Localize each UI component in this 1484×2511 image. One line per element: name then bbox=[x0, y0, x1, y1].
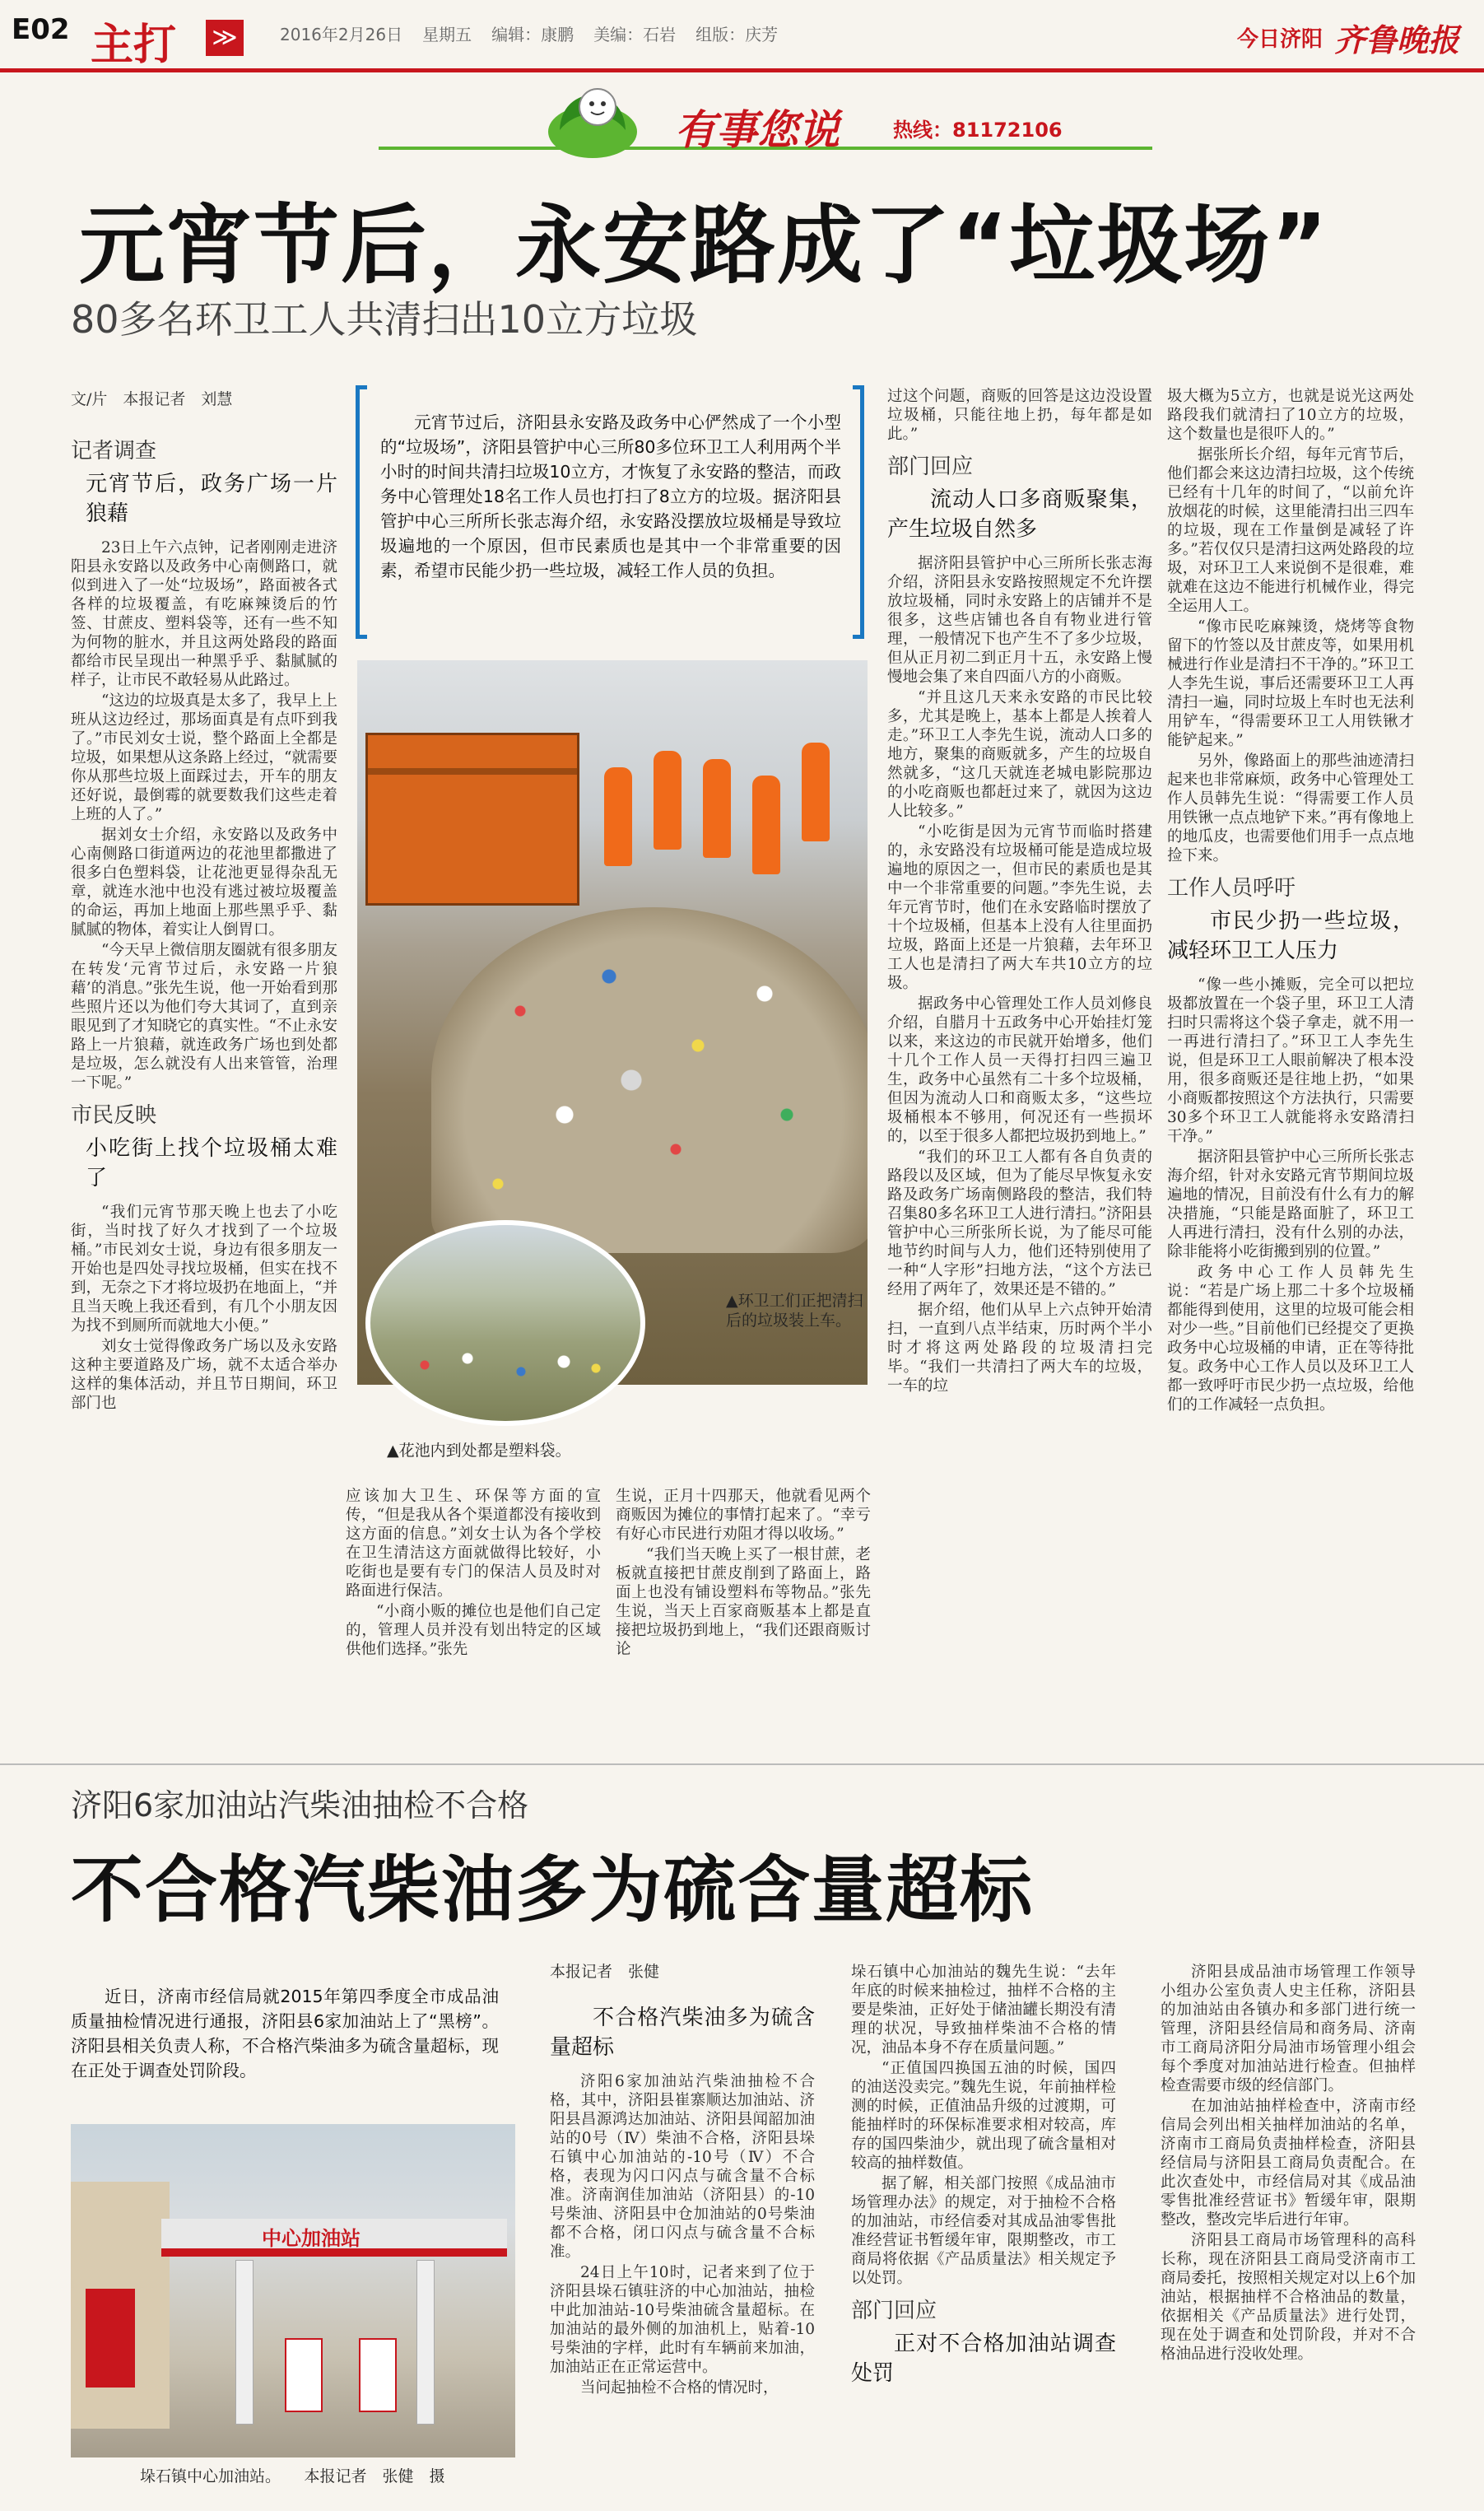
issue-date: 2016年2月26日 bbox=[280, 25, 403, 44]
paragraph: “这边的垃圾真是太多了，我早上上班从这边经过，那场面真是有点吓到我了。”市民刘女士说，整个路面上全都是垃圾，如果想从这条路上经过，“就需要你从那些垃圾上面踩过去，开车的朋友还好说，最倒霉的就要数我们这些走着上班的人了。” bbox=[71, 692, 337, 823]
article1-column-2b bbox=[616, 1487, 871, 1726]
paragraph: 另外，像路面上的那些油迹清扫起来也非常麻烦，政务中心管理处工作人员韩先生说：“得需要工作人员用铁锹一点点地铲下来。”再有像地上的地瓜皮，也需要他们用手一点点地捡下来。 bbox=[1167, 752, 1414, 864]
paragraph: 据济阳县管护中心三所所长张志海介绍，济阳县永安路按照规定不允许摆放垃圾桶，同时永安路上的店铺并不是很多，这些店铺也各自有物业进行管理，一般情况下也产生不了多少垃圾，但从正月初二到正月十五，永安路上慢慢地会集了来自四面八方的小商贩。 bbox=[887, 555, 1152, 686]
paragraph: 济阳县成品油市场管理工作领导小组办公室负责人史主任称，济阳县的加油站由各镇办和多部门进行统一管理，济阳县经信局和商务局、济南市工商局济阳分局油市场管理小组会每个季度对加油站进行检查。但抽样检查需要市级的经信部门。 bbox=[1161, 1964, 1416, 2094]
kicker-department-response-2: 部门回应 bbox=[851, 2299, 937, 2323]
paragraph: 据济阳县管护中心三所所长张志海介绍，针对永安路元宵节期间垃圾遍地的情况，目前没有什么有力的解决措施，“只能是路面脏了，环卫工人再进行清扫，没有什么别的办法，除非能将小吃街搬到别的位置。” bbox=[1167, 1148, 1414, 1260]
subtitle-sulfur: 不合格汽柴油多为硫含量超标 bbox=[550, 2006, 815, 2060]
paragraph: 过这个问题，商贩的回答是这边没设置垃圾桶，只能往地上扔，每年都是如此。” bbox=[887, 388, 1152, 443]
article1-lede: 元宵节过后，济阳县永安路及政务中心俨然成了一个小型的“垃圾场”，济阳县管护中心三所80多位环卫工人利用两个半小时的时间共清扫垃圾10立方，才恢复了永安路的整洁，而政务中心管理处18名工作人员也打扫了8立方的垃圾。据济阳县管护中心三所所长张志海介绍，永安路没摆放垃圾桶是导致垃圾遍地的一个原因，但市民素质也是其中一个非常重要的因素，希望市民能少扔一些垃圾，减轻工作人员的负担。 bbox=[380, 412, 841, 580]
paragraph: “小吃街是因为元宵节而临时搭建的，永安路没有垃圾桶可能是造成垃圾遍地的原因之一，但市民的素质也是其中一个非常重要的问题。”李先生说，去年元宵节时，他们在永安路临时摆放了十个垃圾桶，但基本上没有人往里面扔垃圾，路面上还是一片狼藉，去年环卫工人也是清扫了两大车共10立方的垃圾。 bbox=[887, 823, 1152, 992]
designer-credit: 美编：石岩 bbox=[593, 25, 677, 44]
kicker-department-response: 部门回应 bbox=[887, 454, 974, 479]
article2-lede: 近日，济南市经信局就2015年第四季度全市成品油质量抽检情况进行通报，济阳县6家加油站上了“黑榜”。济阳县相关负责人称，不合格汽柴油多为硫含量超标，现在正处于调查处罚阶段。 bbox=[71, 1987, 499, 2080]
article2-kicker: 济阳6家加油站汽柴油抽检不合格 bbox=[71, 1787, 529, 1824]
article1-headline: 元宵节后，永安路成了“垃圾场” bbox=[79, 195, 1329, 296]
paragraph: 在加油站抽样检查中，济南市经信局会列出相关抽样加油站的名单，济南市工商局负责抽样检查，济阳县经信局与济阳县工商局负责配合。在此次查处中，市经信局对其《成品油零售批准经营证书》暂缓年审，限期整改，整改完毕后进行年审。 bbox=[1161, 2098, 1416, 2229]
worker-figure bbox=[752, 776, 780, 874]
article2-column-a bbox=[550, 1963, 815, 2490]
article1-column-1 bbox=[71, 428, 337, 1721]
paragraph: “小商小贩的摊位也是他们自己定的，管理人员并没有划出特定的区域供他们选择。”张先 bbox=[346, 1603, 601, 1658]
photo-gas-station bbox=[71, 2124, 515, 2457]
article-divider bbox=[0, 1763, 1484, 1765]
article2-headline: 不合格汽柴油多为硫含量超标 bbox=[71, 1847, 1035, 1932]
kicker-citizen-feedback: 市民反映 bbox=[71, 1103, 157, 1128]
worker-figure bbox=[654, 751, 682, 850]
article2-column-c bbox=[1161, 1963, 1416, 2490]
bracket-left bbox=[356, 385, 367, 639]
fuel-pump-shape bbox=[285, 2338, 323, 2412]
subtitle-no-trash-bins: 小吃街上找个垃圾桶太难了 bbox=[86, 1136, 337, 1190]
fuel-pump-shape bbox=[359, 2338, 397, 2412]
canopy-sign-text: 中心加油站 bbox=[262, 2227, 361, 2250]
pillar-shape bbox=[235, 2260, 254, 2425]
paragraph: “我们元宵节那天晚上也去了小吃街，当时找了好久才找到了一个垃圾桶。”市民刘女士说，身边有很多朋友一开始也是四处寻找垃圾桶，但实在找不到，无奈之下才将垃圾扔在地面上，“并且当天晚上我还看到，有几个小朋友因为找不到厕所而就地大小便。” bbox=[71, 1204, 337, 1335]
worker-figure bbox=[604, 767, 632, 866]
column-title: 有事您说 bbox=[675, 106, 840, 154]
article1-byline: 文/片 本报记者 刘慧 bbox=[71, 390, 233, 408]
section-label: 主打 bbox=[91, 21, 177, 70]
phone-icon bbox=[543, 82, 642, 161]
paragraph: 23日上午六点钟，记者刚刚走进济阳县永安路以及政务中心南侧路口，就似到进入了一处“垃圾场”，路面被各式各样的垃圾覆盖，有吃麻辣烫后的竹签、甘蔗皮、塑料袋等，还有一些不知为何物的脏水，并且这两处路段的路面都给市民呈现出一种黑乎乎、黏腻腻的样子，让市民不敢轻易从此路过。 bbox=[71, 539, 337, 689]
caption-gas-station: 垛石镇中心加油站。 本报记者 张健 摄 bbox=[140, 2467, 445, 2485]
double-chevron-right-icon: ≫ bbox=[206, 20, 244, 56]
paragraph: 应该加大卫生、环保等方面的宣传，“但是我从各个渠道都没有接收到这方面的信息。”刘女士认为各个学校在卫生清洁这方面就做得比较好，小吃街也是要有专门的保洁人员及时对路面进行保洁。 bbox=[346, 1488, 601, 1600]
paragraph: “今天早上微信朋友圈就有很多朋友在转发‘元宵节过后，永安路一片狼藉’的消息。”张先生说，他一开始看到那些照片还以为他们夸大其词了，直到亲眼见到了才知晓它的真实性。“不止永安路上一片狼藉，就连政务广场也到处都是垃圾，怎么就没有人出来管管，治理一下呢。” bbox=[71, 942, 337, 1092]
paragraph: 24日上午10时，记者来到了位于济阳县垛石镇驻济的中心加油站，抽检中此加油站-10号柴油硫含量超标。在加油站的最外侧的加油机上，贴着-10号柴油的字样，此时有车辆前来加油，加油站正在正常运营中。 bbox=[550, 2264, 815, 2376]
caption-inset-photo: ▲花池内到处都是塑料袋。 bbox=[387, 1442, 571, 1460]
worker-figure bbox=[703, 759, 731, 858]
paragraph: 据介绍，他们从早上六点钟开始清扫，一直到八点半结束，历时两个半小时才将这两处路段的垃圾清扫完毕。“我们一共清扫了两大车的垃圾，一车的垃 bbox=[887, 1302, 1152, 1395]
proofreader-credit: 组版：庆芳 bbox=[695, 25, 779, 44]
brand bbox=[1237, 15, 1459, 60]
trash-pile bbox=[431, 907, 868, 1253]
subtitle-plaza-mess: 元宵节后，政务广场一片狼藉 bbox=[86, 472, 337, 526]
subtitle-floating-population: 流动人口多商贩聚集，产生垃圾自然多 bbox=[887, 487, 1152, 542]
paragraph: “正值国四换国五油的时候，国四的油送没卖完。”魏先生说，年前抽样检测的时候，正值油品升级的过渡期，可能抽样时的环保标准要求相对较高，库存的国四柴油少，就出现了硫含量相对较高的抽样数值。 bbox=[851, 2060, 1116, 2172]
truck-shape bbox=[365, 733, 579, 906]
kicker-reporter-investigation: 记者调查 bbox=[71, 439, 157, 464]
article2-byline: 本报记者 张健 bbox=[550, 1963, 660, 1981]
article2-column-b bbox=[851, 1963, 1116, 2490]
paper-logo: 齐鲁晚报 bbox=[1333, 21, 1459, 58]
paragraph: 据刘女士介绍，永安路以及政务中心南侧路口街道两边的花池里都撒进了很多白色塑料袋，让花池更显得杂乱无章，就连水池中也没有逃过被垃圾覆盖的命运，再加上地面上那些黑乎乎、黏腻腻的物体，着实让人倒胃口。 bbox=[71, 827, 337, 939]
page-number: E02 bbox=[12, 13, 70, 46]
paragraph: “像一些小摊贩，完全可以把垃圾都放置在一个袋子里，环卫工人清扫时只需将这个袋子拿走，就不用一一再进行清扫了。”环卫工人李先生说，但是环卫工人眼前解决了根本没用，很多商贩还是往地上扔，“如果小商贩都按照这个方法执行，只需要30多个环卫工人就能将永安路清扫干净。” bbox=[1167, 976, 1414, 1145]
city-edition: 今日济阳 bbox=[1236, 27, 1323, 52]
paragraph: 刘女士觉得像政务广场以及永安路这种主要道路及广场，就不太适合举办这样的集体活动，并且节日期间，环卫部门也 bbox=[71, 1338, 337, 1412]
paragraph: 圾大概为5立方，也就是说光这两处路段我们就清扫了10立方的垃圾，这个数量也是很吓人的。” bbox=[1167, 388, 1414, 443]
paragraph: “并且这几天来永安路的市民比较多，尤其是晚上，基本上都是人挨着人走。”环卫工人李先生说，流动人口多的地方，聚集的商贩就多，产生的垃圾自然就多，“这几天就连老城电影院那边的小吃商贩也都赶过来了，就因为这边人比较多。” bbox=[887, 689, 1152, 820]
paragraph: 政务中心工作人员韩先生说：“若是广场上那二十多个垃圾桶都能得到使用，这里的垃圾可能会相对少一些。”目前他们已经提交了更换政务中心垃圾桶的申请，正在等待批复。政务中心工作人员以及环卫工人都一致呼吁市民少扔一点垃圾，给他们的工作减轻一点负担。 bbox=[1167, 1264, 1414, 1414]
article1-subhead: 80多名环卫工人共清扫出10立方垃圾 bbox=[71, 297, 698, 342]
editor-credit: 编辑：康鹏 bbox=[491, 25, 575, 44]
worker-figure bbox=[802, 743, 830, 841]
paragraph: 生说，正月十四那天，他就看见两个商贩因为摊位的事情打起来了。“幸亏有好心市民进行劝阻才得以收场。” bbox=[616, 1488, 871, 1543]
paragraph: 垛石镇中心加油站的魏先生说：“去年年底的时候来抽检过，抽样不合格的主要是柴油，正好处于储油罐长期没有清理的状况，导致抽样柴油不合格的情况，油品本身不存在质量问题。” bbox=[851, 1964, 1116, 2057]
paragraph: “我们当天晚上买了一根甘蔗，老板就直接把甘蔗皮削到了路面上，路面上也没有铺设塑料布等物品。”张先生说，当天上百家商贩基本上都是直接把垃圾扔到地上，“我们还跟商贩讨论 bbox=[616, 1546, 871, 1658]
article1-lede-box bbox=[356, 385, 864, 639]
issue-weekday: 星期五 bbox=[422, 25, 472, 44]
subtitle-throw-less: 市民少扔一些垃圾，减轻环卫工人压力 bbox=[1167, 909, 1414, 963]
paragraph: 当问起抽检不合格的情况时， bbox=[580, 2379, 779, 2397]
paragraph: 济阳县工商局市场管理科的高科长称，现在济阳县工商局受济南市工商局委托，按照相关规定对以上6个加油站，根据抽样不合格油品的数量，依据相关《产品质量法》进行处罚，现在处于调查和处罚阶段，并对不合格油品进行没收处理。 bbox=[1161, 2232, 1416, 2363]
paragraph: 据了解，相关部门按照《成品油市场管理办法》的规定，对于抽检不合格的加油站，市经信委对其成品油零售批准经营证书暂缓年审，限期整改，市工商局将依据《产品质量法》相关规定予以处罚。 bbox=[851, 2175, 1116, 2287]
pillar-shape bbox=[416, 2260, 435, 2425]
article1-column-3 bbox=[887, 387, 1152, 1729]
hotline: 热线：81172106 bbox=[893, 119, 1063, 142]
kicker-staff-appeal: 工作人员呼吁 bbox=[1167, 876, 1296, 901]
section-label-box bbox=[76, 5, 249, 70]
subtitle-investigation: 正对不合格加油站调查处罚 bbox=[851, 2332, 1116, 2386]
paragraph: 据张所长介绍，每年元宵节后，他们都会来这边清扫垃圾，这个传统已经有十几年的时间了，“以前允许放烟花的时候，这里能清扫出三四车的垃圾，现在工作量倒是减轻了许多。”若仅仅只是清扫这两处路段的垃圾，对环卫工人来说倒不是很难，难就难在这边不能进行机械作业，得完全运用人工。 bbox=[1167, 446, 1414, 615]
paragraph: “我们的环卫工人都有各自负责的路段以及区域，但为了能尽早恢复永安路及政务广场南侧路段的整洁，我们特召集80多名环卫工人进行清扫。”济阳县管护中心三所张所长说，为了能尽可能地节约时间与人力，他们还特别使用了一种“人字形”扫地方法，“这个方法已经用了两年了，效果还是不错的。” bbox=[887, 1148, 1152, 1298]
station-sign-shape bbox=[86, 2289, 135, 2388]
article1-column-4 bbox=[1167, 387, 1414, 1729]
column-banner bbox=[329, 82, 1152, 173]
paragraph: 济阳6家加油站汽柴油抽检不合格，其中，济阳县崔寨顺达加油站、济阳县昌源鸿达加油站、济阳县闻韶加油站的0号（Ⅳ）柴油不合格，济阳县垛石镇中心加油站的-10号（Ⅳ）不合格，表现为闪口闪点与硫含量不合标准。济南润佳加油站（济阳县）的-10号柴油、济阳县中仓加油站的0号柴油都不合格，闭口闪点与硫含量不合标准。 bbox=[550, 2073, 815, 2261]
bracket-right bbox=[853, 385, 864, 639]
article1-column-2a bbox=[346, 1487, 601, 1726]
paragraph: 据政务中心管理处工作人员刘修良介绍，自腊月十五政务中心开始挂灯笼以来，来这边的市民就开始增多，他们十几个工作人员一天得打扫四三遍卫生，政务中心虽然有二十多个垃圾桶，但因为流动人口和商贩太多，“这些垃圾桶根本不够用，何况还有一些损坏的，以至于很多人都把垃圾扔到地上。” bbox=[887, 995, 1152, 1145]
issue-meta bbox=[280, 21, 778, 45]
photo-flowerbed-bags bbox=[365, 1220, 645, 1426]
paragraph: “像市民吃麻辣烫，烧烤等食物留下的竹签以及甘蔗皮等，如果用机械进行作业是清扫不干净的。”环卫工人李先生说，事后还需要环卫工人再清扫一遍，同时垃圾上车时也无法利用铲车，“得需要环卫工人用铁锹才能铲起来。” bbox=[1167, 618, 1414, 749]
masthead bbox=[0, 0, 1484, 72]
caption-main-photo: ▲环卫工们正把清扫后的垃圾装上车。 bbox=[726, 1292, 863, 1330]
